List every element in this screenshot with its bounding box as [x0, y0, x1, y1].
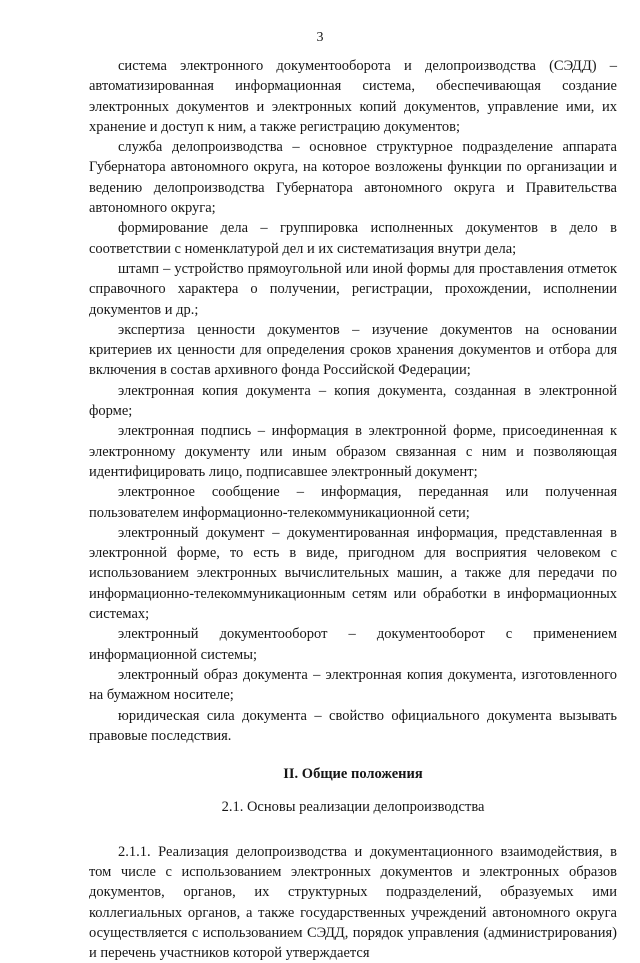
definition-legal-force: юридическая сила документа – свойство официального документа вызывать правовые последствия.: [89, 707, 617, 744]
definition-value-expertise: экспертиза ценности документов – изучение документов на основании критериев их ценности для определения сроков хранения документов и отбора для включения в состав архивного фонда Российской Федерации;: [89, 321, 617, 379]
definition-sedd: система электронного документооборота и делопроизводства (СЭДД) – автоматизированная информационная система, обеспечивающая создание электронных документов и электронных копий документов, управление ими, их хранение и доступ к ним, а также регистрацию документов;: [89, 58, 617, 135]
document-body: [89, 56, 617, 963]
section-title: II. Общие положения: [283, 766, 423, 783]
page-number: 3: [316, 30, 324, 45]
definition-office-service: служба делопроизводства – основное структурное подразделение аппарата Губернатора автономного округа, на которое возложены функции по организации и ведению делопроизводства Губернатора автономного округа и Правительства автономного округа;: [89, 139, 617, 217]
paragraph-2-1-1: 2.1.1. Реализация делопроизводства и документационного взаимодействия, в том числе с использованием электронных документов и электронных образов документов, органов, их структурных подразделений, образуемых ими коллегиальных органов, а также государственных учреждений автономного округа осуществляется с использованием СЭДД, порядок управления (администрирования) и перечень участников которой утверждается: [89, 843, 617, 962]
definition-electronic-image: электронный образ документа – электронная копия документа, изготовленного на бумажном носителе;: [89, 666, 617, 704]
definition-electronic-document: электронный документ – документированная информация, представленная в электронной форме, то есть в виде, пригодном для восприятия человеком с использованием электронных вычислительных машин, а также для передачи по информационно-телекоммуникационным сетям или обработки в информационных системах;: [89, 524, 617, 623]
definition-electronic-message: электронное сообщение – информация, переданная или полученная пользователем информационно-телекоммуникационной сети;: [89, 484, 617, 521]
definition-electronic-workflow: электронный документооборот – документооборот с применением информационной системы;: [89, 626, 617, 663]
subsection-title: 2.1. Основы реализации делопроизводства: [221, 799, 485, 816]
definition-electronic-copy: электронная копия документа – копия документа, созданная в электронной форме;: [89, 382, 617, 420]
definition-file-formation: формирование дела – группировка исполненных документов в дело в соответствии с номенклатурой дел и их систематизация внутри дела;: [89, 220, 617, 257]
definition-stamp: штамп – устройство прямоугольной или иной формы для проставления отметок справочного характера о получении, регистрации, прохождении, исполнении документов и др.;: [89, 260, 617, 318]
definition-electronic-signature: электронная подпись – информация в электронной форме, присоединенная к электронному документу или иным образом связанная с ним и позволяющая идентифицировать лицо, подписавшее электронный документ;: [89, 423, 617, 480]
